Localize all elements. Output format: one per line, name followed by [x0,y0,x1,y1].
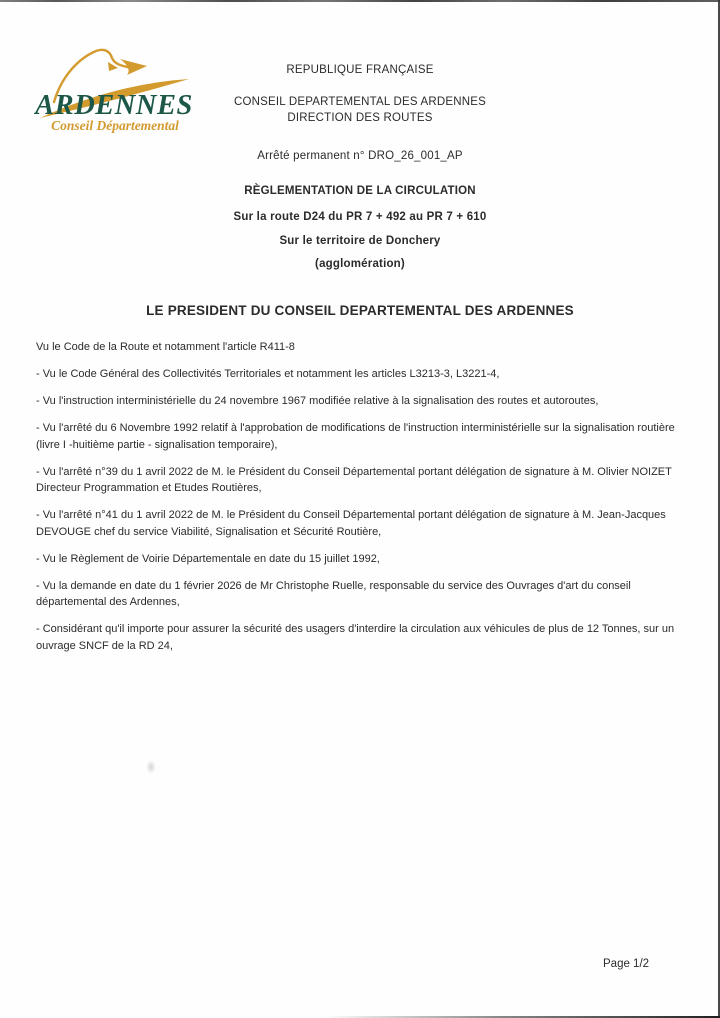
logo-subtitle: Conseil Départemental [51,118,179,133]
body-paragraph: - Vu l'instruction interministérielle du 24 novembre 1967 modifiée relative à la signalisation des routes et autoroutes, [36,395,599,407]
logo-title: ARDENNES [35,90,193,121]
header-republique: REPUBLIQUE FRANÇAISE [286,64,434,76]
subject-title-route: Sur la route D24 du PR 7 + 492 au PR 7 + 610 [233,211,487,223]
subject-title-territoire: Sur le territoire de Donchery [279,235,441,247]
subject-title-reglementation: RÈGLEMENTATION DE LA CIRCULATION [244,185,476,197]
header-direction-routes: DIRECTION DES ROUTES [287,112,433,124]
body-paragraph: - Considérant qu'il importe pour assurer la sécurité des usagers d'interdire la circulation aux véhicules de plus de 12 Tonnes, sur un ouvrage SNCF de la RD 24, [36,623,675,652]
scan-speck [146,760,156,774]
document-body [36,339,692,665]
subject-title-agglomeration: (agglomération) [315,258,405,270]
page-number: Page 1/2 [603,958,650,970]
body-paragraph: - Vu l'arrêté n°39 du 1 avril 2022 de M. le Président du Conseil Départemental portant délégation de signature à M. Olivier NOIZET Directeur Programmation et Etudes Routières, [36,465,672,494]
body-paragraph: - Vu l'arrêté du 6 Novembre 1992 relatif à l'approbation de modifications de l'instruction interministérielle sur la signalisation routière (livre I -huitième partie - signalisation temporaire), [36,422,675,451]
main-heading: LE PRESIDENT DU CONSEIL DEPARTEMENTAL DES ARDENNES [146,303,574,318]
body-paragraph: - Vu la demande en date du 1 février 2026 de Mr Christophe Ruelle, responsable du service des Ouvrages d'art du conseil départemental des Ardennes, [36,579,631,608]
body-paragraph: Vu le Code de la Route et notamment l'article R411-8 [36,341,295,353]
header-conseil-departemental: CONSEIL DEPARTEMENTAL DES ARDENNES [234,96,486,108]
body-paragraph: - Vu le Règlement de Voirie Départementale en date du 15 juillet 1992, [36,552,380,565]
body-paragraph: - Vu le Code Général des Collectivités Territoriales et notamment les articles L3213-3, L3221-4, [36,368,500,380]
arrete-reference: Arrêté permanent n° DRO_26_001_AP [257,150,463,162]
scan-edge-top [0,0,720,2]
body-paragraph: - Vu l'arrêté n°41 du 1 avril 2022 de M. le Président du Conseil Départemental portant délégation de signature à M. Jean-Jacques DEVOUGE chef du service Viabilité, Signalisation et Sécurité Routière, [36,509,666,538]
